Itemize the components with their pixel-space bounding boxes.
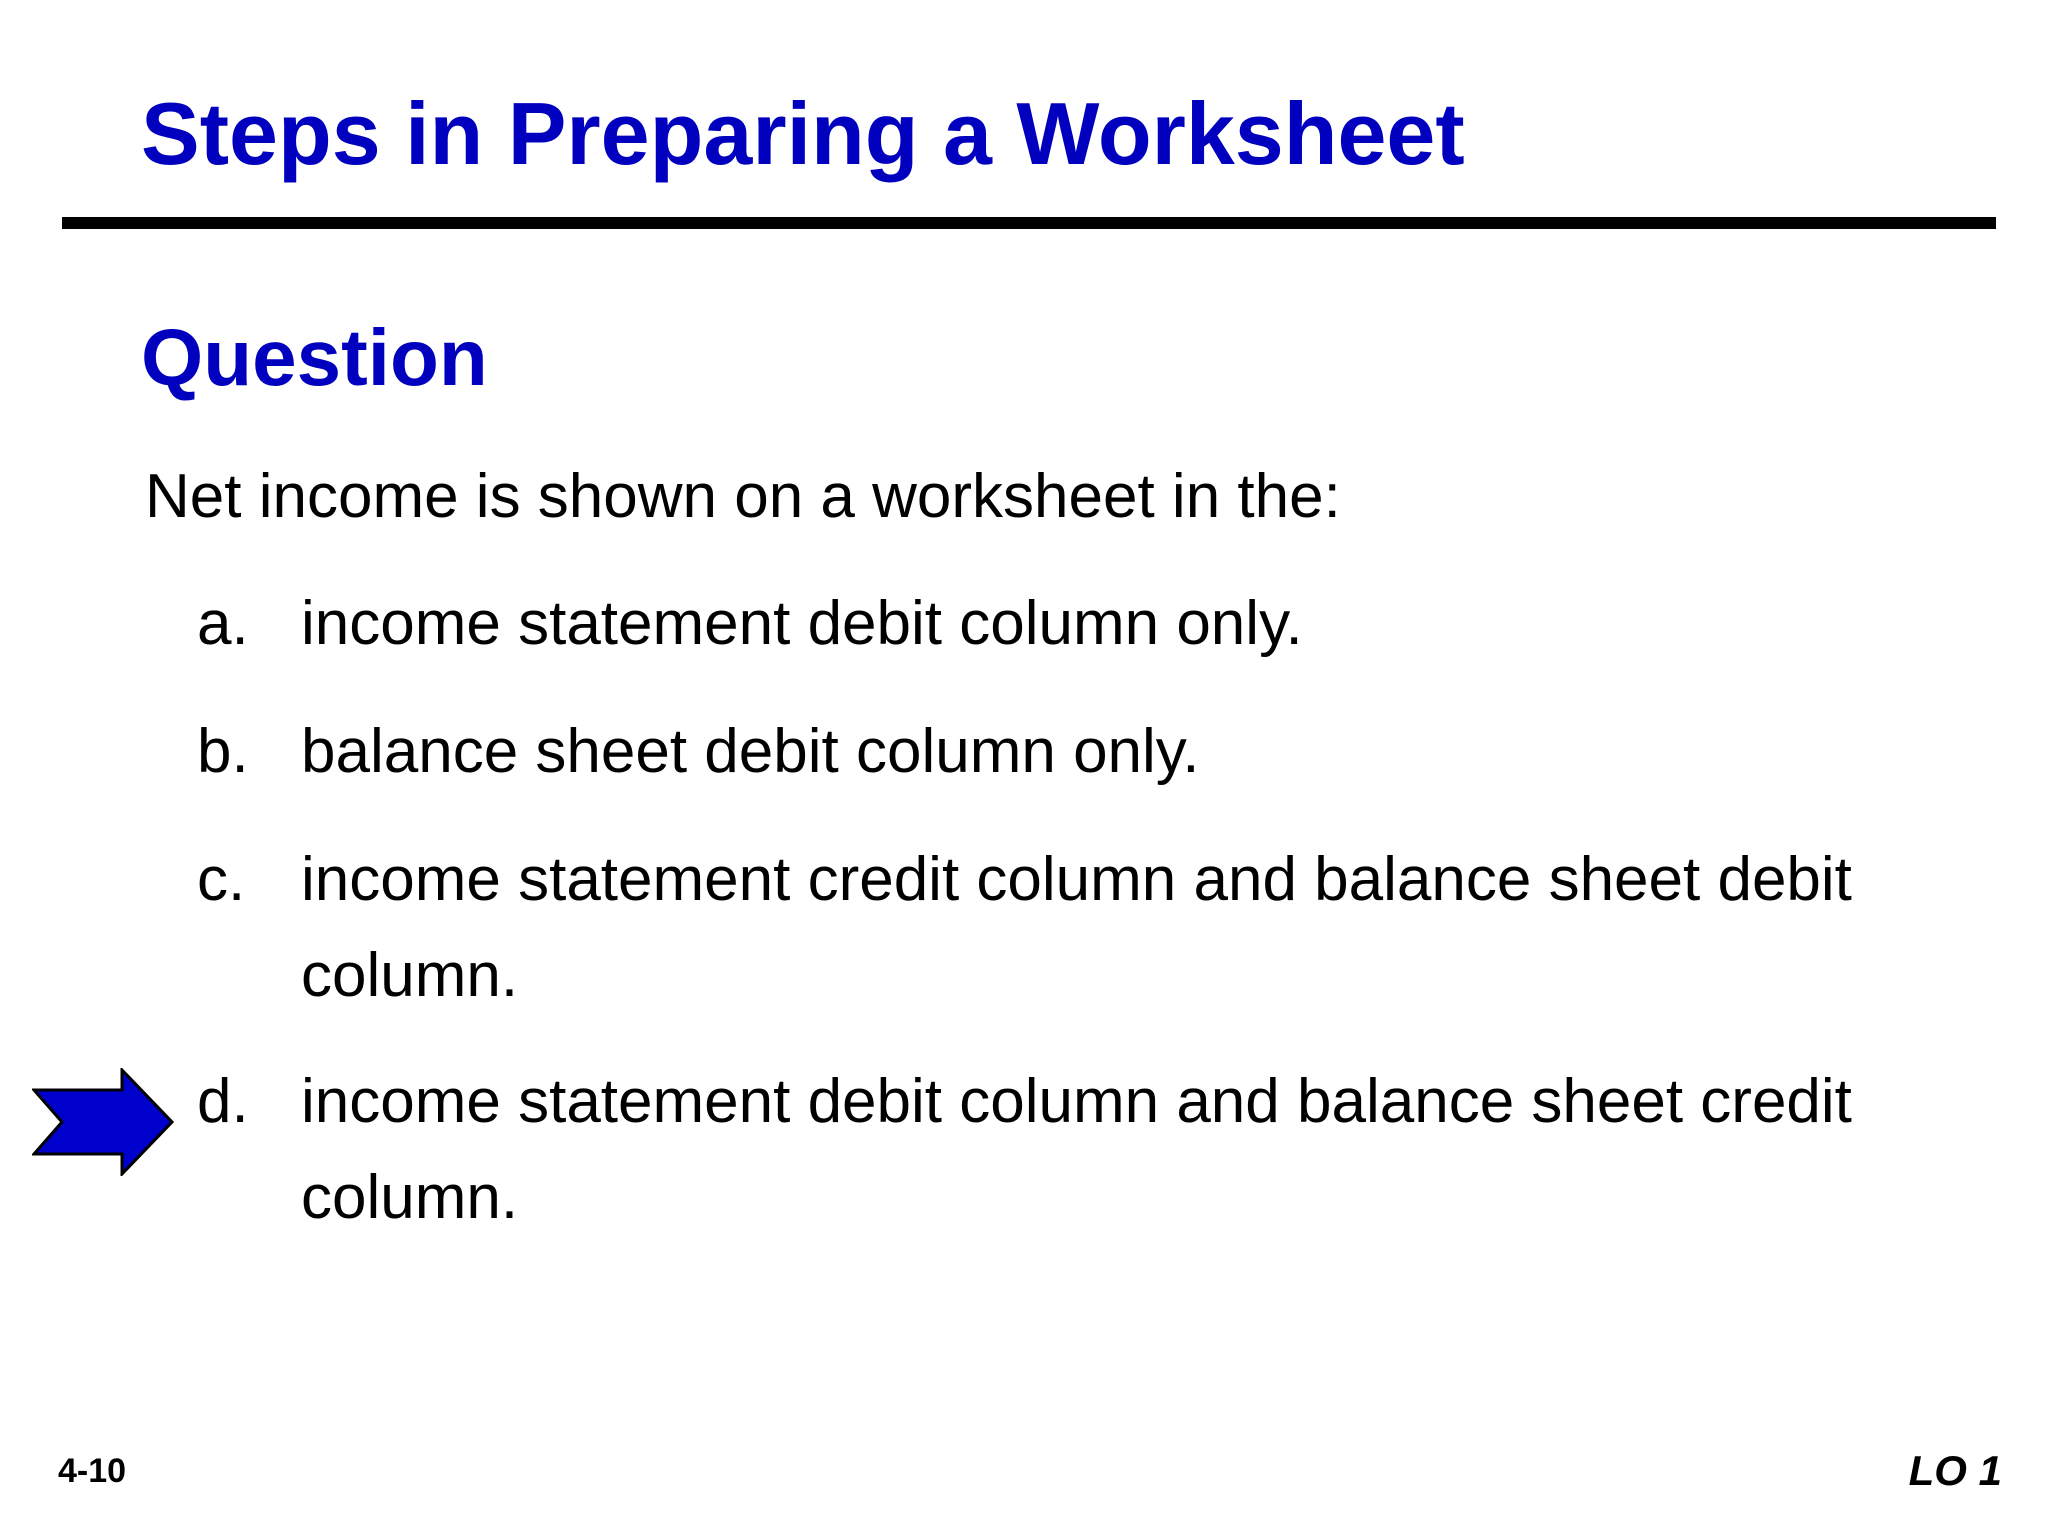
- option-letter: d.: [197, 1067, 249, 1136]
- slide-title: Steps in Preparing a Worksheet: [141, 84, 1465, 183]
- option-text: income statement debit column only.: [301, 589, 1303, 658]
- option-text: balance sheet debit column only.: [301, 717, 1200, 786]
- option-letter: a.: [197, 589, 249, 658]
- option-text: income statement debit column and balance sheet credit column.: [301, 1067, 1852, 1232]
- right-arrow-icon: [32, 1068, 174, 1176]
- section-heading: Question: [141, 313, 488, 402]
- option-text: income statement credit column and balance sheet debit column.: [301, 845, 1852, 1010]
- question-text: Net income is shown on a worksheet in the:: [145, 462, 1341, 531]
- slide-number: 4-10: [58, 1452, 127, 1490]
- option-letter: c.: [197, 845, 246, 914]
- option-letter: b.: [197, 717, 249, 786]
- learning-objective-label: LO 1: [1908, 1447, 2002, 1494]
- title-divider: [62, 217, 1996, 229]
